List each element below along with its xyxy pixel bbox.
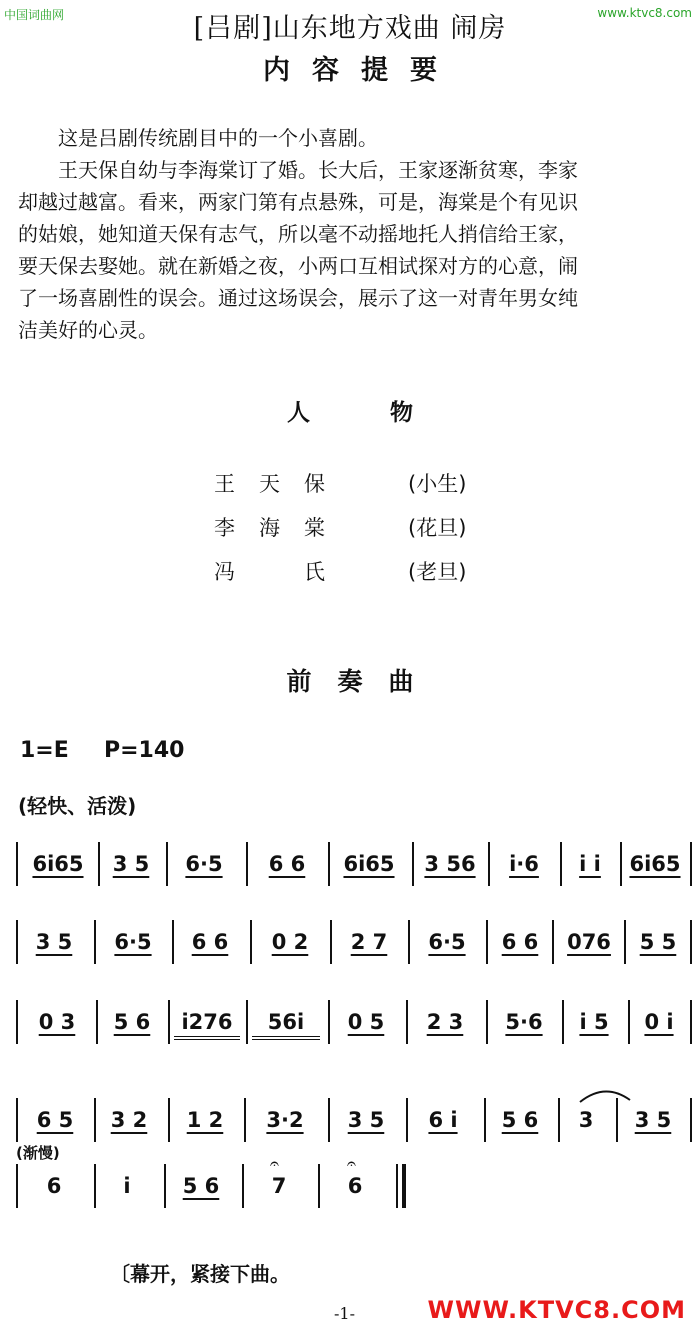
summary-heading: 内容提要	[263, 55, 459, 86]
slur-mark	[578, 1086, 632, 1104]
stage-direction: 〔幕开，紧接下曲。	[110, 1262, 290, 1286]
measure: 6i65	[343, 852, 395, 876]
character-name: 王天保	[214, 472, 349, 496]
measure: 3 5	[35, 930, 73, 954]
measure: 6i65	[32, 852, 84, 876]
measure: 076	[567, 930, 611, 954]
measure: i i	[579, 852, 601, 876]
measure: 6·5	[428, 930, 466, 954]
character-role: (小生)	[408, 472, 467, 496]
measure: 5·6	[505, 1010, 543, 1034]
summary-line: 却越过越富。看来，两家门第有点悬殊，可是，海棠是个有见识	[18, 190, 578, 214]
measure: i276	[174, 1010, 240, 1040]
measure: 6·5	[185, 852, 223, 876]
score-row-2	[0, 920, 700, 976]
character-name: 冯 氏	[214, 560, 349, 584]
measure: i	[123, 1174, 131, 1198]
character-row	[214, 512, 349, 542]
measure: 6	[347, 1174, 363, 1198]
measure: 2 7	[350, 930, 388, 954]
measure: 5 6	[113, 1010, 151, 1034]
expression-marking-ritardando: (渐慢)	[16, 1144, 60, 1162]
summary-line: 洁美好的心灵。	[18, 318, 158, 342]
measure: 6 5	[36, 1108, 74, 1132]
measure: 3 5	[112, 852, 150, 876]
measure: 3 5	[347, 1108, 385, 1132]
measure: 5 6	[182, 1174, 220, 1198]
character-role: (花旦)	[408, 516, 467, 540]
page-number: -1-	[334, 1304, 355, 1323]
summary-paragraph	[18, 122, 678, 346]
summary-line: 了一场喜剧性的误会。通过这场误会，展示了这一对青年男女纯	[18, 286, 578, 310]
measure: 1 2	[186, 1108, 224, 1132]
watermark-right: www.ktvc8.com	[597, 6, 692, 20]
measure: 3 5	[634, 1108, 672, 1132]
measure: 3·2	[266, 1108, 304, 1132]
measure: 0 3	[38, 1010, 76, 1034]
score-row-5	[0, 1154, 700, 1220]
measure: 6·5	[114, 930, 152, 954]
measure: 0 5	[347, 1010, 385, 1034]
summary-line: 的姑娘，她知道天保有志气，所以毫不动摇地托人捎信给王家，	[18, 222, 578, 246]
key-signature: 1=E	[20, 738, 69, 763]
measure: i·6	[509, 852, 539, 876]
site-watermark-url: WWW.KTVC8.COM	[427, 1296, 686, 1324]
measure: 7	[271, 1174, 287, 1198]
character-row	[214, 556, 349, 586]
measure: 6 6	[501, 930, 539, 954]
characters-heading	[0, 394, 700, 427]
measure: 6 i	[428, 1108, 458, 1132]
expression-marking: (轻快、活泼)	[18, 794, 137, 818]
score-row-4	[0, 1098, 700, 1154]
measure: 0 i	[644, 1010, 674, 1034]
measure: i 5	[579, 1010, 609, 1034]
measure: 5 6	[501, 1108, 539, 1132]
score-row-1	[0, 842, 700, 898]
summary-line: 这是吕剧传统剧目中的一个小喜剧。	[58, 126, 378, 150]
prelude-heading: 前奏曲	[286, 667, 440, 696]
measure: 56i	[252, 1010, 320, 1040]
measure: 5 5	[639, 930, 677, 954]
measure: 6	[46, 1174, 62, 1198]
measure: 3	[578, 1108, 594, 1132]
characters-heading-b: 物	[390, 400, 414, 426]
character-role: (老旦)	[408, 560, 467, 584]
characters-heading-a: 人	[286, 400, 310, 426]
measure: 2 3	[426, 1010, 464, 1034]
tempo-marking: P=140	[104, 738, 185, 763]
page-title: [吕剧]山东地方戏曲 闹房	[193, 13, 507, 44]
measure: 3 2	[110, 1108, 148, 1132]
watermark-left: 中国词曲网	[4, 8, 65, 22]
summary-line: 要天保去娶她。就在新婚之夜，小两口互相试探对方的心意，闹	[18, 254, 578, 278]
character-row	[214, 468, 349, 498]
fermata-icon: 𝄐	[270, 1154, 279, 1173]
measure: 6 6	[191, 930, 229, 954]
measure: 3 56	[424, 852, 476, 876]
fermata-icon: 𝄐	[347, 1154, 356, 1173]
score-row-3	[0, 1000, 700, 1056]
measure: 6 6	[268, 852, 306, 876]
measure: 6i65	[629, 852, 681, 876]
character-name: 李海棠	[214, 516, 349, 540]
summary-line: 王天保自幼与李海棠订了婚。长大后，王家逐渐贫寒，李家	[58, 158, 578, 182]
measure: 0 2	[271, 930, 309, 954]
